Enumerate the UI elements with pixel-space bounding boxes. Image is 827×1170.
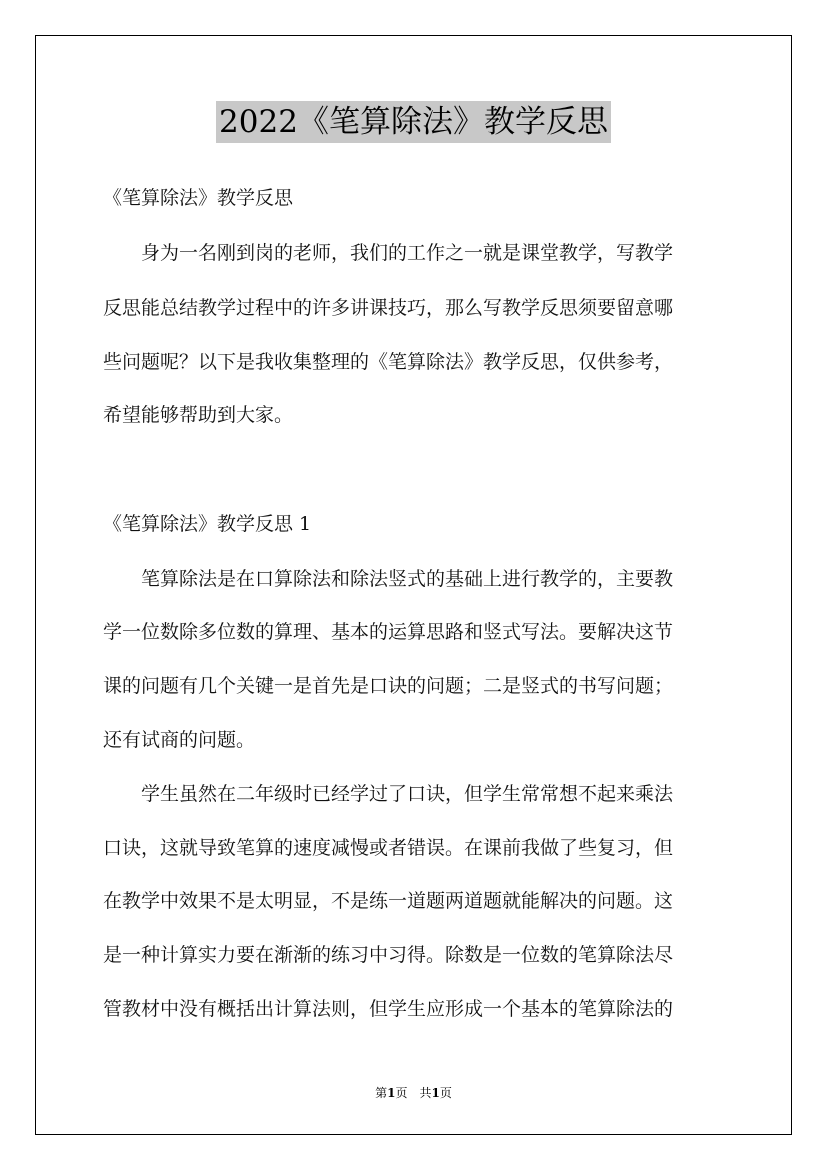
- section-heading: 《笔算除法》教学反思 1: [103, 513, 312, 535]
- title-container: [0, 101, 827, 143]
- paragraph-line: 在教学中效果不是太明显，不是练一道题两道题就能解决的问题。这: [103, 890, 674, 912]
- paragraph-line: 还有试商的问题。: [103, 729, 256, 751]
- paragraph-line: 口诀，这就导致笔算的速度减慢或者错误。在课前我做了些复习，但: [103, 837, 674, 859]
- paragraph-line: 是一种计算实力要在渐渐的练习中习得。除数是一位数的笔算除法尽: [103, 944, 674, 966]
- document-subtitle: 《笔算除法》教学反思: [103, 187, 294, 209]
- footer-prefix: 第: [375, 1086, 388, 1100]
- footer-mid: 页 共: [395, 1086, 432, 1100]
- paragraph-line: 课的问题有几个关键一是首先是口诀的问题；二是竖式的书写问题；: [103, 675, 674, 697]
- paragraph-line: 学生虽然在二年级时已经学过了口诀，但学生常常想不起来乘法: [103, 783, 674, 805]
- paragraph-line: 学一位数除多位数的算理、基本的运算思路和竖式写法。要解决这节: [103, 621, 674, 643]
- footer-page-number: 1: [387, 1086, 396, 1100]
- intro-line: 希望能够帮助到大家。: [103, 404, 294, 426]
- intro-line: 反思能总结教学过程中的许多讲课技巧，那么写教学反思须要留意哪: [103, 297, 674, 319]
- paragraph-line: 管教材中没有概括出计算法则，但学生应形成一个基本的笔算除法的: [103, 998, 674, 1020]
- intro-line: 些问题呢？以下是我收集整理的《笔算除法》教学反思，仅供参考，: [103, 351, 674, 373]
- document-title: 2022《笔算除法》教学反思: [216, 101, 611, 143]
- intro-line: 身为一名刚到岗的老师，我们的工作之一就是课堂教学，写教学: [103, 242, 674, 264]
- footer-suffix: 页: [439, 1086, 452, 1100]
- footer-total-pages: 1: [431, 1086, 440, 1100]
- page-footer: [0, 1084, 827, 1101]
- paragraph-line: 笔算除法是在口算除法和除法竖式的基础上进行教学的，主要教: [103, 568, 674, 590]
